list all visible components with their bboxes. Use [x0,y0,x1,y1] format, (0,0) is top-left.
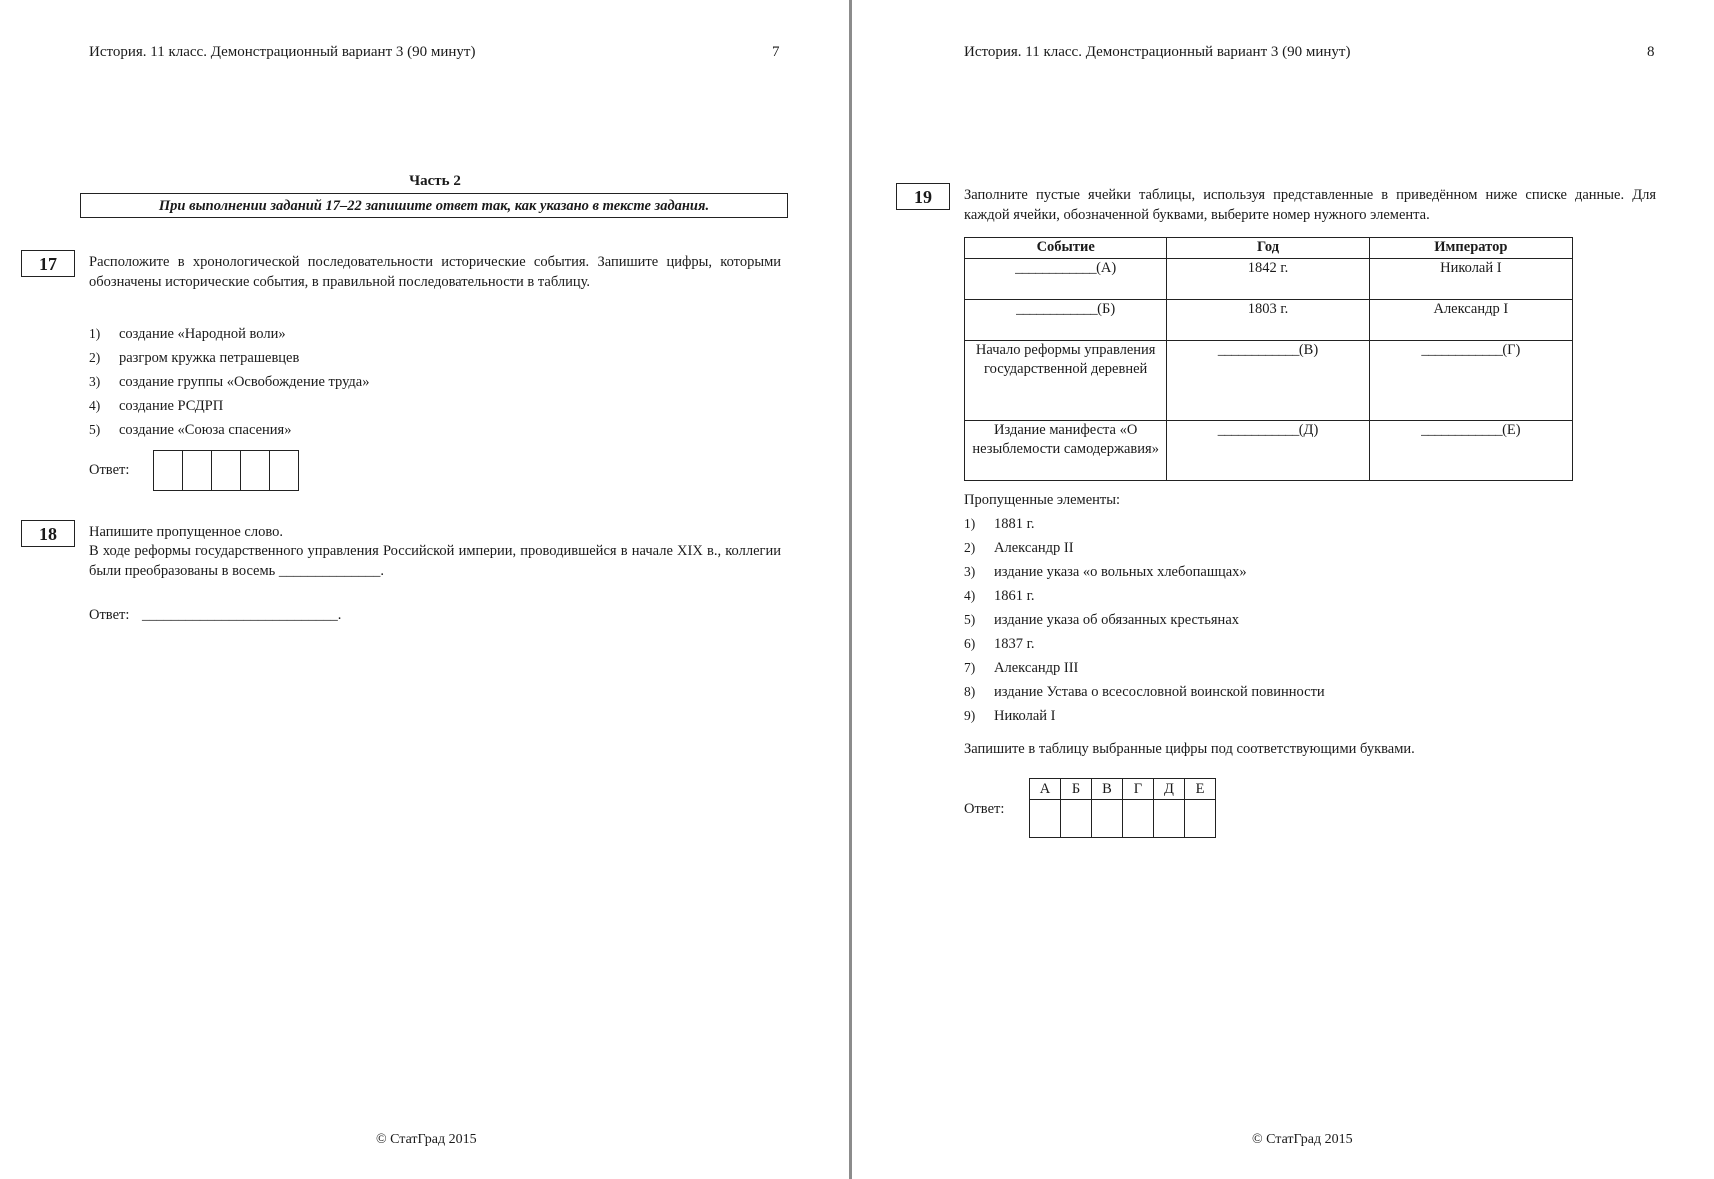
table-cell: 1803 г. [1167,299,1369,340]
task-17-answer-label: Ответ: [89,462,130,478]
answer-cell[interactable] [1123,800,1154,838]
page-number: 7 [772,44,780,60]
list-item: 8) издание Устава о всесословной воинской повинности [964,684,1325,700]
table-cell: Издание манифеста «О незыблемости самодержавия» [965,420,1167,480]
list-item: 5) создание «Союза спасения» [89,422,292,438]
list-item: 2) разгром кружка петрашевцев [89,350,300,366]
task-17-text: Расположите в хронологической последовательности исторические события. Запишите цифры, которыми обозначены исторические события, в правильной последовательности в таблицу. [89,254,781,290]
answer-letter: А [1030,779,1061,800]
list-item: 5) издание указа об обязанных крестьянах [964,612,1239,628]
write-instruction: Запишите в таблицу выбранные цифры под соответствующими буквами. [964,741,1415,757]
list-item: 1) создание «Народной воли» [89,326,286,342]
list-item: 1) 1881 г. [964,516,1035,532]
task-18-text: В ходе реформы государственного управления Российской империи, проводившейся в начале XIX в., коллегии были преобразованы в восемь ______________. [89,543,781,579]
task-17-answer-grid [153,450,299,491]
task-19-text: Заполните пустые ячейки таблицы, используя представленные в приведённом ниже списке данные. Для каждой ячейки, обозначенной буквами, выберите номер нужного элемента. [964,187,1656,223]
table-cell[interactable]: ____________(В) [1167,340,1369,420]
list-item: 7) Александр III [964,660,1079,676]
answer-cell[interactable] [1030,800,1061,838]
task-19-table [964,237,1573,481]
task-18-answer-line[interactable]: ___________________________. [142,607,342,623]
footer-copyright: © СтатГрад 2015 [1252,1132,1353,1147]
part-title: Часть 2 [409,173,461,189]
table-cell[interactable]: ____________(Е) [1369,420,1572,480]
table-cell: Александр I [1369,299,1572,340]
page-8 [852,0,1714,1179]
task-18-prompt: Напишите пропущенное слово. [89,524,283,540]
task-17-number: 17 [21,250,75,277]
task-19-answer-label: Ответ: [964,801,1005,817]
answer-letter: Е [1185,779,1216,800]
answer-cell[interactable] [1185,800,1216,838]
answer-cell[interactable] [1061,800,1092,838]
task-18-answer-label: Ответ: [89,607,130,623]
table-cell[interactable]: ____________(Б) [965,299,1167,340]
list-item: 3) издание указа «о вольных хлебопашцах» [964,564,1247,580]
list-item: 9) Николай I [964,708,1056,724]
answer-cell[interactable] [241,451,270,491]
list-item: 4) 1861 г. [964,588,1035,604]
answer-letter: Г [1123,779,1154,800]
answer-cell[interactable] [212,451,241,491]
table-row [965,420,1573,480]
table-header: Император [1369,238,1572,259]
table-cell: Начало реформы управления государственной деревней [965,340,1167,420]
running-header: История. 11 класс. Демонстрационный вариант 3 (90 минут) [89,44,476,60]
answer-cell[interactable] [1092,800,1123,838]
answer-letter: Б [1061,779,1092,800]
table-row [965,299,1573,340]
running-header: История. 11 класс. Демонстрационный вариант 3 (90 минут) [964,44,1351,60]
table-cell: 1842 г. [1167,258,1369,299]
list-item: 6) 1837 г. [964,636,1035,652]
table-cell: Николай I [1369,258,1572,299]
table-cell[interactable]: ____________(Г) [1369,340,1572,420]
table-header: Событие [965,238,1167,259]
page-7 [0,0,850,1179]
answer-cell[interactable] [154,451,183,491]
list-item: 3) создание группы «Освобождение труда» [89,374,370,390]
answer-cell[interactable] [1154,800,1185,838]
list-item: 2) Александр II [964,540,1074,556]
missing-elements-title: Пропущенные элементы: [964,492,1121,508]
part-instruction-box: При выполнении заданий 17–22 запишите ответ так, как указано в тексте задания. [80,193,788,218]
table-row [965,258,1573,299]
table-header: Год [1167,238,1369,259]
list-item: 4) создание РСДРП [89,398,224,414]
answer-letter: Д [1154,779,1185,800]
missing-elements-list [964,512,1325,728]
page-number: 8 [1647,44,1655,60]
task-17-items [89,322,370,442]
answer-cell[interactable] [270,451,299,491]
answer-letter: В [1092,779,1123,800]
task-19-number: 19 [896,183,950,210]
table-cell[interactable]: ____________(Д) [1167,420,1369,480]
table-cell[interactable]: ____________(А) [965,258,1167,299]
task-19-answer-grid [1029,778,1216,838]
task-18-number: 18 [21,520,75,547]
footer-copyright: © СтатГрад 2015 [376,1132,477,1147]
table-row [965,340,1573,420]
answer-cell[interactable] [183,451,212,491]
